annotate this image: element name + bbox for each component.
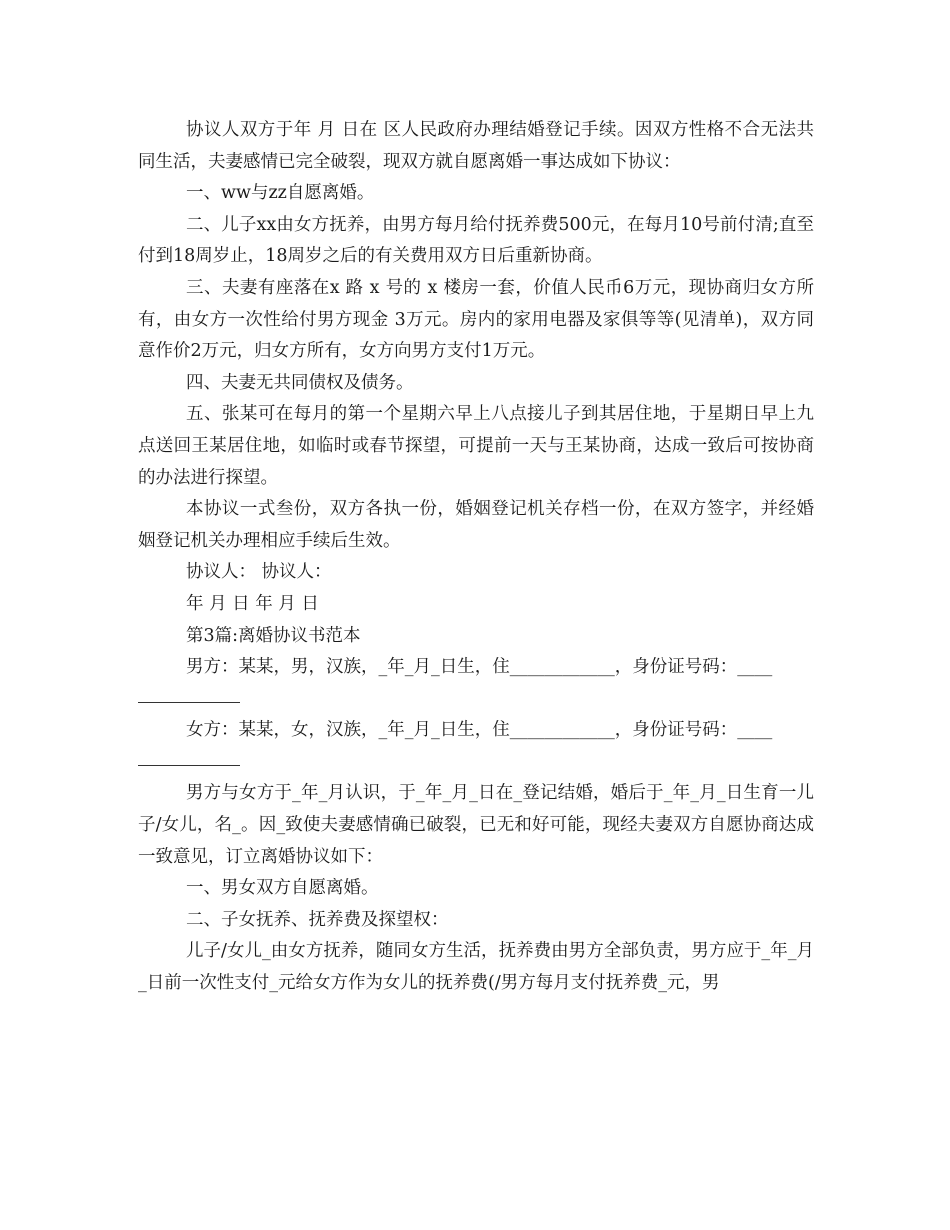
wife-info: 女方：某某，女，汉族，_年_月_日生，住____________，身份证号码：____: [186, 720, 773, 741]
paragraph-preamble: 协议人双方于年 月 日在 区人民政府办理结婚登记手续。因双方性格不合无法共同生活，夫妻感情已完全破裂，现双方就自愿离婚一事达成如下协议：: [138, 120, 814, 172]
section-heading: 第3篇:离婚协议书范本: [186, 625, 361, 646]
marriage-background: 男方与女方于_年_月认识，于_年_月_日在_登记结婚，婚后于_年_月_日生育一儿子/女儿，名_。因_致使夫妻感情确已破裂，已无和好可能，现经夫妻双方自愿协商达成一致意见，订立离婚协议如下：: [138, 783, 814, 867]
paragraph-clause-3: 三、夫妻有座落在x 路 x 号的 x 楼房一套，价值人民币6万元，现协商归女方所有，由女方一次性给付男方现金 3万元。房内的家用电器及家俱等等(见清单)，双方同意作价2万元，归女方所有，女方向男方支付1万元。: [138, 277, 814, 362]
husband-info: 男方：某某，男，汉族，_年_月_日生，住____________，身份证号码：____: [186, 657, 773, 678]
husband-id-blank: [138, 684, 814, 716]
paragraph-clause-4: 四、夫妻无共同债权及债务。: [186, 372, 414, 393]
paragraph-clause-2: 二、儿子xx由女方抚养，由男方每月给付抚养费500元，在每月10号前付清;直至付到18周岁止，18周岁之后的有关费用双方日后重新协商。: [138, 214, 814, 267]
date-line: 年 月 日 年 月 日: [186, 593, 319, 614]
document-body: [138, 115, 814, 1000]
agreement-clause-1: 一、男女双方自愿离婚。: [186, 878, 379, 899]
wife-id-blank: [138, 747, 814, 779]
blank-underline: [138, 702, 240, 703]
child-custody-paragraph: 儿子/女儿_由女方抚养，随同女方生活，抚养费由男方全部负责，男方应于_年_月_日前一次性支付_元给女方作为女儿的抚养费(/男方每月支付抚养费_元，男: [138, 941, 814, 994]
paragraph-clause-1: 一、ww与zz自愿离婚。: [186, 183, 375, 204]
agreement-clause-2: 二、子女抚养、抚养费及探望权：: [186, 909, 449, 930]
signature-line: 协议人： 协议人：: [186, 562, 332, 583]
paragraph-clause-5: 五、张某可在每月的第一个星期六早上八点接儿子到其居住地，于星期日早上九点送回王某居住地，如临时或春节探望，可提前一天与王某协商，达成一致后可按协商的办法进行探望。: [138, 404, 814, 488]
blank-underline: [138, 765, 240, 766]
paragraph-effectiveness: 本协议一式叁份，双方各执一份，婚姻登记机关存档一份，在双方签字，并经婚姻登记机关办理相应手续后生效。: [138, 499, 814, 551]
